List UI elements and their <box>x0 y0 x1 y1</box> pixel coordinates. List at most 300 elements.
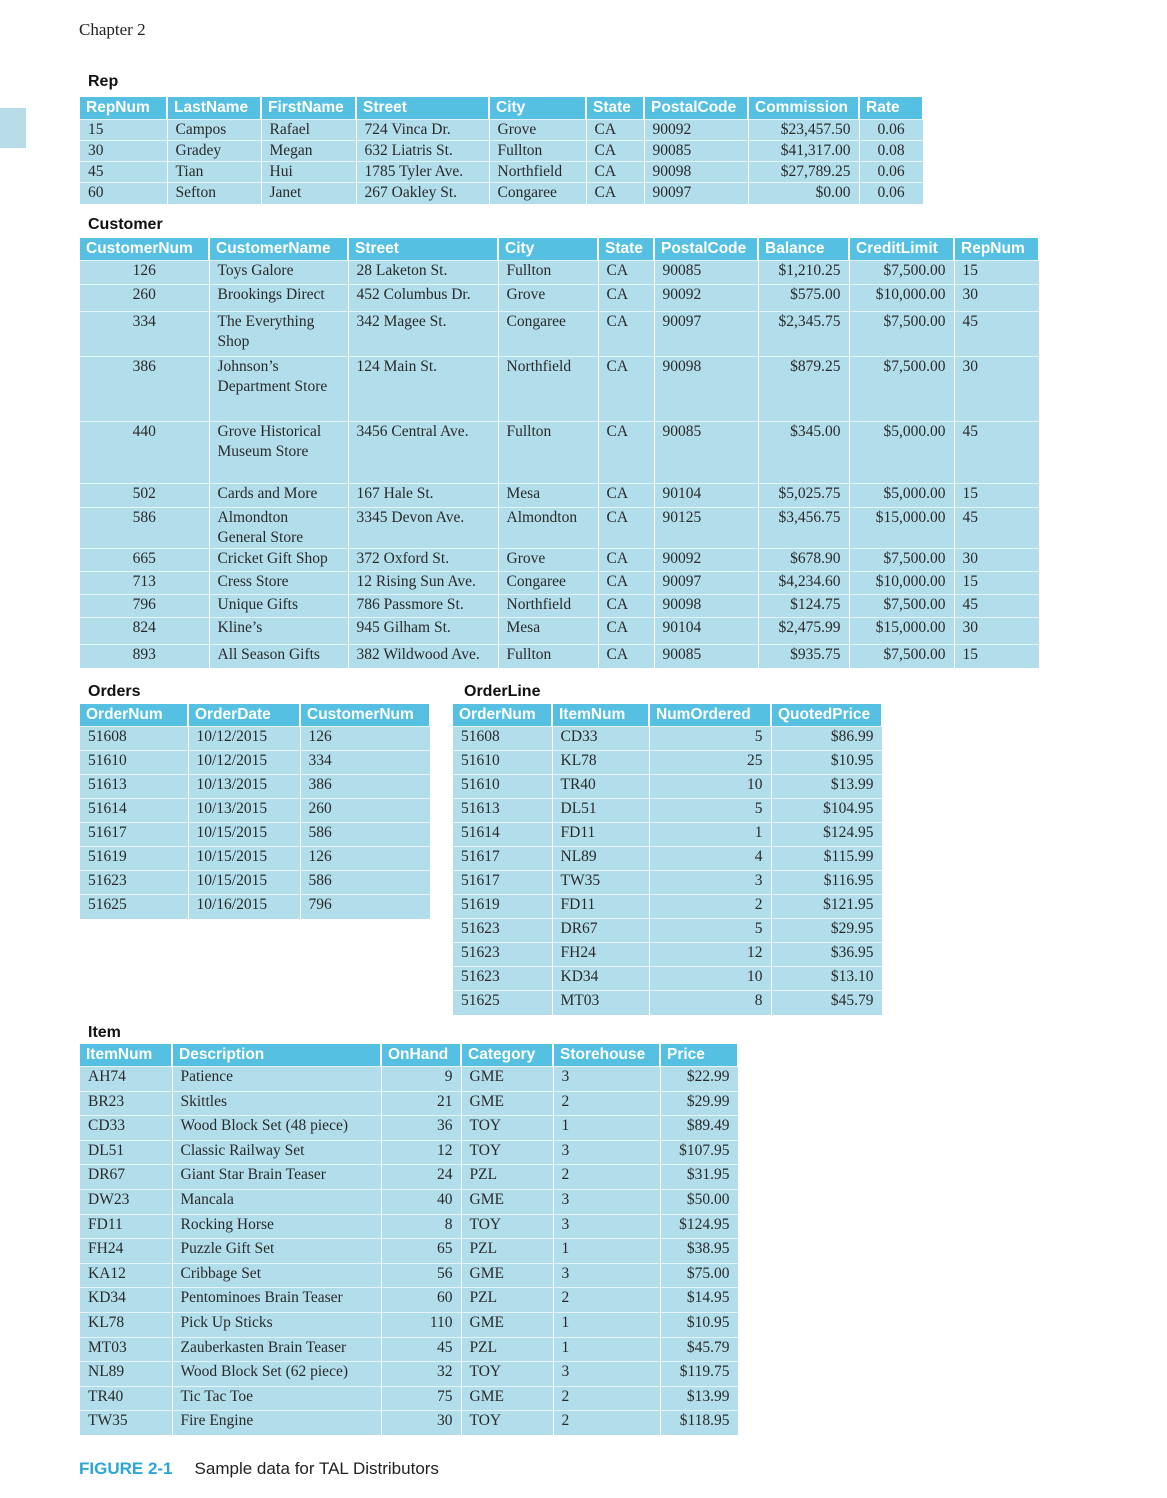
item-cell-onhand: 45 <box>381 1337 461 1362</box>
item-cell-description: Fire Engine <box>172 1411 381 1436</box>
customer-cell-city: Fullton <box>498 422 598 484</box>
orderline-cell-quotedprice: $115.99 <box>771 847 882 871</box>
rep-cell-city: Northfield <box>489 162 586 183</box>
item-cell-itemnum: TW35 <box>80 1411 172 1436</box>
orderline-table-row <box>453 847 882 871</box>
item-cell-onhand: 21 <box>381 1091 461 1116</box>
rep-cell-postalcode: 90092 <box>644 120 748 141</box>
orders-table-row <box>80 727 430 751</box>
item-table-row <box>80 1312 738 1337</box>
item-cell-description: Cribbage Set <box>172 1263 381 1288</box>
customer-cell-state: CA <box>598 484 654 508</box>
orders-cell-orderdate: 10/12/2015 <box>188 751 300 775</box>
item-cell-storehouse: 1 <box>553 1239 660 1264</box>
rep-column-header: Street <box>356 97 489 120</box>
item-cell-itemnum: TR40 <box>80 1386 172 1411</box>
customer-cell-customernum: 502 <box>80 484 209 508</box>
orders-cell-ordernum: 51608 <box>80 727 188 751</box>
figure-label: FIGURE 2-1 <box>79 1459 173 1478</box>
orders-cell-orderdate: 10/13/2015 <box>188 775 300 799</box>
customer-cell-customername: Cricket Gift Shop <box>209 549 348 572</box>
item-cell-storehouse: 2 <box>553 1386 660 1411</box>
customer-cell-customername: Cards and More <box>209 484 348 508</box>
item-cell-description: Giant Star Brain Teaser <box>172 1165 381 1190</box>
rep-cell-lastname: Gradey <box>167 141 261 162</box>
orderline-cell-numordered: 25 <box>649 751 771 775</box>
item-cell-itemnum: AH74 <box>80 1067 172 1092</box>
item-cell-category: GME <box>461 1312 553 1337</box>
customer-table-row <box>80 645 1039 668</box>
figure-caption <box>79 1459 439 1479</box>
customer-cell-customernum: 713 <box>80 572 209 595</box>
chapter-heading: Chapter 2 <box>79 20 146 39</box>
item-cell-itemnum: BR23 <box>80 1091 172 1116</box>
orderline-cell-quotedprice: $86.99 <box>771 727 882 751</box>
orderline-column-header: QuotedPrice <box>771 704 882 727</box>
item-column-header: OnHand <box>381 1044 461 1067</box>
customer-cell-repnum: 15 <box>954 484 1039 508</box>
customer-cell-city: Northfield <box>498 595 598 618</box>
rep-column-header: FirstName <box>261 97 356 120</box>
item-cell-itemnum: FD11 <box>80 1214 172 1239</box>
item-cell-price: $13.99 <box>660 1386 738 1411</box>
orderline-cell-numordered: 2 <box>649 895 771 919</box>
item-cell-onhand: 40 <box>381 1189 461 1214</box>
item-table-title: Item <box>88 1024 121 1041</box>
rep-column-header: PostalCode <box>644 97 748 120</box>
item-cell-itemnum: KA12 <box>80 1263 172 1288</box>
customer-cell-creditlimit: $10,000.00 <box>849 572 954 595</box>
customer-cell-balance: $678.90 <box>758 549 849 572</box>
item-column-header: Storehouse <box>553 1044 660 1067</box>
item-cell-storehouse: 3 <box>553 1214 660 1239</box>
item-cell-itemnum: KD34 <box>80 1288 172 1313</box>
customer-cell-balance: $5,025.75 <box>758 484 849 508</box>
orderline-cell-numordered: 5 <box>649 919 771 943</box>
customer-cell-repnum: 45 <box>954 422 1039 484</box>
item-cell-storehouse: 1 <box>553 1116 660 1141</box>
item-cell-onhand: 75 <box>381 1386 461 1411</box>
item-cell-description: Wood Block Set (62 piece) <box>172 1362 381 1387</box>
customer-cell-customername: Kline’s <box>209 618 348 645</box>
orderline-cell-ordernum: 51617 <box>453 871 552 895</box>
rep-column-header: LastName <box>167 97 261 120</box>
orders-cell-customernum: 260 <box>300 799 430 823</box>
rep-cell-lastname: Campos <box>167 120 261 141</box>
item-cell-category: GME <box>461 1091 553 1116</box>
customer-cell-state: CA <box>598 312 654 357</box>
item-cell-storehouse: 1 <box>553 1312 660 1337</box>
orderline-cell-quotedprice: $10.95 <box>771 751 882 775</box>
customer-cell-postalcode: 90125 <box>654 508 758 549</box>
rep-cell-rate: 0.06 <box>859 183 923 204</box>
orderline-table-row <box>453 991 882 1015</box>
rep-cell-commission: $0.00 <box>748 183 859 204</box>
rep-cell-city: Grove <box>489 120 586 141</box>
item-cell-price: $119.75 <box>660 1362 738 1387</box>
rep-cell-city: Congaree <box>489 183 586 204</box>
orderline-cell-ordernum: 51623 <box>453 967 552 991</box>
item-cell-itemnum: MT03 <box>80 1337 172 1362</box>
orderline-cell-ordernum: 51613 <box>453 799 552 823</box>
customer-cell-customername: Brookings Direct <box>209 285 348 312</box>
customer-cell-creditlimit: $15,000.00 <box>849 508 954 549</box>
customer-cell-street: 945 Gilham St. <box>348 618 498 645</box>
customer-cell-state: CA <box>598 645 654 668</box>
orderline-cell-quotedprice: $45.79 <box>771 991 882 1015</box>
orders-cell-customernum: 586 <box>300 871 430 895</box>
rep-column-header: Rate <box>859 97 923 120</box>
customer-cell-postalcode: 90092 <box>654 549 758 572</box>
item-cell-onhand: 56 <box>381 1263 461 1288</box>
rep-cell-state: CA <box>586 162 644 183</box>
orderline-table-title: OrderLine <box>464 683 541 700</box>
customer-column-header: State <box>598 238 654 261</box>
item-cell-description: Zauberkasten Brain Teaser <box>172 1337 381 1362</box>
customer-column-header: CustomerNum <box>80 238 209 261</box>
item-table-row <box>80 1067 738 1092</box>
item-cell-description: Pick Up Sticks <box>172 1312 381 1337</box>
rep-cell-repnum: 30 <box>80 141 167 162</box>
rep-table-row <box>80 141 923 162</box>
customer-cell-balance: $3,456.75 <box>758 508 849 549</box>
item-cell-storehouse: 3 <box>553 1140 660 1165</box>
customer-cell-postalcode: 90097 <box>654 572 758 595</box>
item-cell-onhand: 110 <box>381 1312 461 1337</box>
item-cell-category: TOY <box>461 1116 553 1141</box>
orders-table-row <box>80 775 430 799</box>
customer-cell-city: Mesa <box>498 484 598 508</box>
item-cell-category: PZL <box>461 1165 553 1190</box>
orderline-cell-quotedprice: $36.95 <box>771 943 882 967</box>
rep-cell-street: 724 Vinca Dr. <box>356 120 489 141</box>
item-cell-onhand: 60 <box>381 1288 461 1313</box>
item-cell-description: Mancala <box>172 1189 381 1214</box>
orderline-cell-ordernum: 51610 <box>453 751 552 775</box>
orders-table <box>80 704 431 919</box>
item-table-row <box>80 1091 738 1116</box>
customer-table-row <box>80 549 1039 572</box>
customer-cell-repnum: 15 <box>954 261 1039 285</box>
item-cell-itemnum: NL89 <box>80 1362 172 1387</box>
item-cell-onhand: 9 <box>381 1067 461 1092</box>
item-cell-storehouse: 2 <box>553 1411 660 1436</box>
orderline-cell-ordernum: 51625 <box>453 991 552 1015</box>
item-cell-price: $124.95 <box>660 1214 738 1239</box>
item-cell-category: GME <box>461 1067 553 1092</box>
orders-cell-customernum: 126 <box>300 727 430 751</box>
orderline-cell-itemnum: TW35 <box>552 871 649 895</box>
customer-cell-city: Grove <box>498 285 598 312</box>
customer-cell-state: CA <box>598 422 654 484</box>
orderline-table-row <box>453 871 882 895</box>
customer-cell-customernum: 796 <box>80 595 209 618</box>
orders-cell-ordernum: 51614 <box>80 799 188 823</box>
orderline-cell-ordernum: 51623 <box>453 943 552 967</box>
item-cell-storehouse: 3 <box>553 1362 660 1387</box>
customer-cell-repnum: 30 <box>954 618 1039 645</box>
customer-cell-repnum: 45 <box>954 508 1039 549</box>
customer-cell-street: 167 Hale St. <box>348 484 498 508</box>
customer-table-title: Customer <box>88 216 163 233</box>
item-cell-category: PZL <box>461 1288 553 1313</box>
orderline-table-row <box>453 823 882 847</box>
item-cell-category: GME <box>461 1263 553 1288</box>
orderline-table <box>453 704 883 1015</box>
customer-cell-creditlimit: $15,000.00 <box>849 618 954 645</box>
item-cell-price: $29.99 <box>660 1091 738 1116</box>
orderline-cell-numordered: 5 <box>649 727 771 751</box>
orderline-table-row <box>453 895 882 919</box>
orderline-cell-itemnum: NL89 <box>552 847 649 871</box>
figure-caption-text: Sample data for TAL Distributors <box>194 1459 439 1478</box>
customer-cell-customername: Grove Historical Museum Store <box>209 422 348 484</box>
customer-table-row <box>80 595 1039 618</box>
orders-cell-orderdate: 10/16/2015 <box>188 895 300 919</box>
customer-cell-state: CA <box>598 285 654 312</box>
orders-cell-ordernum: 51613 <box>80 775 188 799</box>
rep-cell-firstname: Janet <box>261 183 356 204</box>
customer-cell-street: 12 Rising Sun Ave. <box>348 572 498 595</box>
customer-cell-customernum: 386 <box>80 357 209 422</box>
orderline-cell-quotedprice: $116.95 <box>771 871 882 895</box>
item-table-row <box>80 1140 738 1165</box>
item-table-row <box>80 1288 738 1313</box>
customer-cell-city: Almondton <box>498 508 598 549</box>
orderline-cell-itemnum: DR67 <box>552 919 649 943</box>
customer-table-row <box>80 422 1039 484</box>
orderline-cell-itemnum: DL51 <box>552 799 649 823</box>
orderline-table-row <box>453 751 882 775</box>
orders-table-row <box>80 799 430 823</box>
customer-cell-street: 342 Magee St. <box>348 312 498 357</box>
rep-table-row <box>80 162 923 183</box>
orderline-cell-itemnum: FD11 <box>552 895 649 919</box>
orders-table-row <box>80 823 430 847</box>
orders-table-row <box>80 871 430 895</box>
orderline-cell-numordered: 1 <box>649 823 771 847</box>
rep-cell-firstname: Hui <box>261 162 356 183</box>
orders-cell-customernum: 386 <box>300 775 430 799</box>
customer-cell-state: CA <box>598 508 654 549</box>
item-cell-category: PZL <box>461 1337 553 1362</box>
item-cell-category: TOY <box>461 1362 553 1387</box>
orderline-cell-quotedprice: $13.10 <box>771 967 882 991</box>
item-table-row <box>80 1337 738 1362</box>
customer-cell-street: 28 Laketon St. <box>348 261 498 285</box>
customer-cell-repnum: 30 <box>954 357 1039 422</box>
rep-table-row <box>80 120 923 141</box>
customer-cell-balance: $124.75 <box>758 595 849 618</box>
rep-column-header: RepNum <box>80 97 167 120</box>
customer-cell-repnum: 30 <box>954 549 1039 572</box>
orderline-cell-ordernum: 51619 <box>453 895 552 919</box>
orderline-cell-numordered: 3 <box>649 871 771 895</box>
rep-table-row <box>80 183 923 204</box>
rep-cell-repnum: 45 <box>80 162 167 183</box>
item-cell-itemnum: CD33 <box>80 1116 172 1141</box>
customer-cell-creditlimit: $7,500.00 <box>849 595 954 618</box>
rep-cell-commission: $23,457.50 <box>748 120 859 141</box>
item-cell-itemnum: DL51 <box>80 1140 172 1165</box>
customer-cell-postalcode: 90097 <box>654 312 758 357</box>
orders-cell-ordernum: 51617 <box>80 823 188 847</box>
item-cell-storehouse: 1 <box>553 1337 660 1362</box>
orders-cell-ordernum: 51610 <box>80 751 188 775</box>
rep-column-header: City <box>489 97 586 120</box>
orderline-cell-quotedprice: $13.99 <box>771 775 882 799</box>
customer-cell-customername: All Season Gifts <box>209 645 348 668</box>
orders-cell-orderdate: 10/15/2015 <box>188 823 300 847</box>
item-column-header: Category <box>461 1044 553 1067</box>
item-cell-itemnum: FH24 <box>80 1239 172 1264</box>
rep-cell-lastname: Sefton <box>167 183 261 204</box>
customer-table-row <box>80 285 1039 312</box>
orders-table-row <box>80 895 430 919</box>
customer-cell-creditlimit: $5,000.00 <box>849 422 954 484</box>
customer-cell-creditlimit: $7,500.00 <box>849 357 954 422</box>
customer-cell-repnum: 15 <box>954 572 1039 595</box>
item-cell-onhand: 8 <box>381 1214 461 1239</box>
rep-cell-lastname: Tian <box>167 162 261 183</box>
customer-cell-customername: Unique Gifts <box>209 595 348 618</box>
rep-cell-firstname: Rafael <box>261 120 356 141</box>
customer-cell-creditlimit: $7,500.00 <box>849 549 954 572</box>
item-cell-price: $38.95 <box>660 1239 738 1264</box>
customer-cell-postalcode: 90092 <box>654 285 758 312</box>
item-cell-storehouse: 2 <box>553 1091 660 1116</box>
orderline-cell-ordernum: 51610 <box>453 775 552 799</box>
customer-cell-postalcode: 90098 <box>654 357 758 422</box>
customer-cell-creditlimit: $7,500.00 <box>849 645 954 668</box>
orders-column-header: OrderNum <box>80 704 188 727</box>
customer-cell-postalcode: 90085 <box>654 261 758 285</box>
customer-cell-postalcode: 90085 <box>654 422 758 484</box>
item-cell-description: Classic Railway Set <box>172 1140 381 1165</box>
orders-column-header: CustomerNum <box>300 704 430 727</box>
rep-cell-postalcode: 90098 <box>644 162 748 183</box>
rep-cell-commission: $27,789.25 <box>748 162 859 183</box>
customer-cell-city: Fullton <box>498 645 598 668</box>
orderline-cell-itemnum: CD33 <box>552 727 649 751</box>
item-table-row <box>80 1165 738 1190</box>
item-cell-storehouse: 2 <box>553 1288 660 1313</box>
orderline-table-row <box>453 943 882 967</box>
customer-cell-customernum: 334 <box>80 312 209 357</box>
rep-cell-firstname: Megan <box>261 141 356 162</box>
orderline-cell-itemnum: TR40 <box>552 775 649 799</box>
item-cell-description: Pentominoes Brain Teaser <box>172 1288 381 1313</box>
item-table-row <box>80 1116 738 1141</box>
item-cell-onhand: 12 <box>381 1140 461 1165</box>
item-cell-price: $45.79 <box>660 1337 738 1362</box>
orders-cell-ordernum: 51625 <box>80 895 188 919</box>
item-cell-storehouse: 3 <box>553 1189 660 1214</box>
orders-cell-customernum: 796 <box>300 895 430 919</box>
customer-cell-postalcode: 90098 <box>654 595 758 618</box>
item-cell-category: PZL <box>461 1239 553 1264</box>
item-cell-price: $118.95 <box>660 1411 738 1436</box>
orderline-cell-itemnum: KL78 <box>552 751 649 775</box>
customer-cell-state: CA <box>598 595 654 618</box>
orderline-column-header: OrderNum <box>453 704 552 727</box>
item-table-row <box>80 1189 738 1214</box>
orderline-column-header: ItemNum <box>552 704 649 727</box>
customer-cell-street: 3456 Central Ave. <box>348 422 498 484</box>
orderline-cell-numordered: 12 <box>649 943 771 967</box>
rep-cell-rate: 0.08 <box>859 141 923 162</box>
item-cell-description: Patience <box>172 1067 381 1092</box>
customer-cell-street: 124 Main St. <box>348 357 498 422</box>
orders-cell-orderdate: 10/13/2015 <box>188 799 300 823</box>
rep-table-title: Rep <box>88 73 119 90</box>
customer-column-header: Street <box>348 238 498 261</box>
customer-cell-postalcode: 90085 <box>654 645 758 668</box>
item-cell-description: Puzzle Gift Set <box>172 1239 381 1264</box>
rep-cell-commission: $41,317.00 <box>748 141 859 162</box>
customer-cell-customernum: 586 <box>80 508 209 549</box>
customer-cell-city: Congaree <box>498 572 598 595</box>
orderline-cell-numordered: 10 <box>649 775 771 799</box>
item-table <box>80 1044 739 1435</box>
item-cell-category: TOY <box>461 1411 553 1436</box>
customer-cell-street: 3345 Devon Ave. <box>348 508 498 549</box>
item-cell-storehouse: 3 <box>553 1067 660 1092</box>
orderline-column-header: NumOrdered <box>649 704 771 727</box>
item-cell-itemnum: DW23 <box>80 1189 172 1214</box>
rep-table <box>80 97 924 204</box>
customer-cell-repnum: 45 <box>954 312 1039 357</box>
customer-cell-creditlimit: $5,000.00 <box>849 484 954 508</box>
orderline-table-row <box>453 727 882 751</box>
orderline-cell-numordered: 10 <box>649 967 771 991</box>
item-table-row <box>80 1411 738 1436</box>
customer-cell-street: 786 Passmore St. <box>348 595 498 618</box>
customer-cell-balance: $2,345.75 <box>758 312 849 357</box>
customer-cell-balance: $4,234.60 <box>758 572 849 595</box>
customer-cell-customernum: 665 <box>80 549 209 572</box>
customer-cell-state: CA <box>598 572 654 595</box>
item-column-header: ItemNum <box>80 1044 172 1067</box>
customer-cell-customernum: 126 <box>80 261 209 285</box>
orderline-cell-itemnum: FH24 <box>552 943 649 967</box>
orderline-cell-quotedprice: $29.95 <box>771 919 882 943</box>
orderline-cell-ordernum: 51623 <box>453 919 552 943</box>
orderline-cell-ordernum: 51617 <box>453 847 552 871</box>
item-cell-itemnum: DR67 <box>80 1165 172 1190</box>
item-cell-price: $31.95 <box>660 1165 738 1190</box>
customer-cell-creditlimit: $10,000.00 <box>849 285 954 312</box>
item-cell-onhand: 24 <box>381 1165 461 1190</box>
customer-cell-city: Congaree <box>498 312 598 357</box>
rep-cell-state: CA <box>586 183 644 204</box>
orderline-table-row <box>453 919 882 943</box>
customer-cell-street: 372 Oxford St. <box>348 549 498 572</box>
orders-table-title: Orders <box>88 683 141 700</box>
customer-cell-customernum: 440 <box>80 422 209 484</box>
customer-cell-balance: $2,475.99 <box>758 618 849 645</box>
orderline-cell-itemnum: FD11 <box>552 823 649 847</box>
rep-cell-repnum: 15 <box>80 120 167 141</box>
customer-cell-postalcode: 90104 <box>654 484 758 508</box>
customer-cell-customername: The Everything Shop <box>209 312 348 357</box>
orders-table-row <box>80 847 430 871</box>
rep-cell-street: 632 Liatris St. <box>356 141 489 162</box>
orderline-cell-quotedprice: $104.95 <box>771 799 882 823</box>
customer-cell-balance: $345.00 <box>758 422 849 484</box>
side-tab-marker <box>0 108 26 148</box>
customer-column-header: PostalCode <box>654 238 758 261</box>
